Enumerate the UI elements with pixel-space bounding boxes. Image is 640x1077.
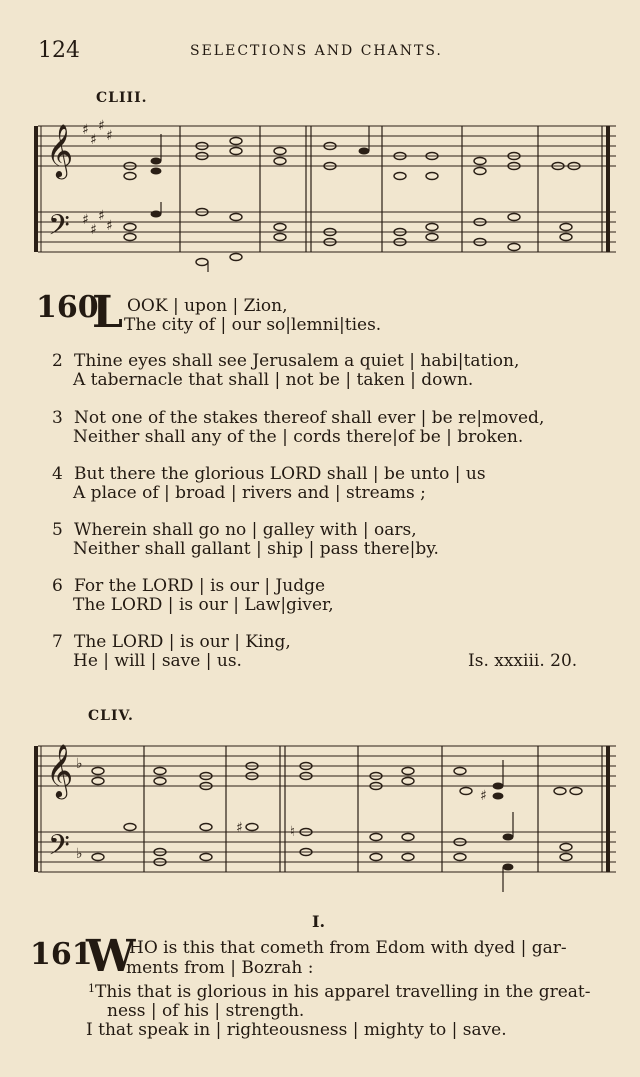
psalm-number-160: 160: [36, 290, 99, 325]
chant-cliv-score: [30, 732, 616, 892]
svg-text:𝄢: 𝄢: [48, 209, 70, 249]
psalm160-line2: The city of | our so|lemni|ties.: [124, 315, 382, 335]
verse-line-b: He | will | save | us.: [73, 651, 242, 671]
running-head: SELECTIONS AND CHANTS.: [190, 43, 443, 59]
dropcap-161: W: [86, 931, 136, 982]
verse-line-b: Neither shall gallant | ship | pass there|by.: [73, 539, 439, 559]
psalm-number-161: 161: [30, 937, 93, 972]
verse-number: 6: [52, 576, 63, 596]
verse-line-b: Neither shall any of the | cords there|of be | broken.: [73, 427, 524, 447]
svg-text:♯: ♯: [236, 820, 243, 836]
psalm161-line5: I that speak in | righteousness | mighty to | save.: [86, 1020, 507, 1040]
svg-text:♯: ♯: [82, 212, 89, 228]
dropcap-160: L: [92, 287, 123, 338]
psalm161-line2: ments from | Bozrah :: [126, 958, 314, 978]
chant-label-cliv: CLIV.: [88, 708, 134, 724]
verse-number: 1: [88, 982, 95, 995]
chant-label-cliii: CLIII.: [96, 90, 148, 106]
svg-text:𝄞: 𝄞: [46, 743, 74, 797]
verse-line-a: Not one of the stakes thereof shall ever | be re|moved,: [74, 408, 545, 428]
chant-cliii-score: [30, 112, 616, 272]
verse-line-a: Thine eyes shall see Jerusalem a quiet | habi|tation,: [74, 351, 520, 371]
psalm161-line1: HO is this that cometh from Edom with dyed | gar-: [129, 938, 567, 958]
svg-text:♮: ♮: [290, 824, 296, 840]
verse-line-b: A tabernacle that shall | not be | taken | down.: [73, 370, 474, 390]
verse-line-a: Wherein shall go no | galley with | oars,: [74, 520, 417, 540]
svg-text:♯: ♯: [82, 122, 89, 138]
svg-text:♯: ♯: [90, 222, 97, 238]
svg-text:♯: ♯: [106, 128, 113, 144]
verse-line-a: But there the glorious LORD shall | be unto | us: [74, 464, 486, 484]
svg-text:♯: ♯: [480, 788, 487, 804]
page-number: 124: [38, 38, 80, 63]
verse-number: 3: [52, 408, 63, 428]
verse-number: 2: [52, 351, 63, 371]
verse-number: 5: [52, 520, 63, 540]
verse-line-a: For the LORD | is our | Judge: [74, 576, 326, 596]
svg-text:𝄞: 𝄞: [46, 123, 74, 177]
verse-number: 4: [52, 464, 63, 484]
verse-number: 7: [52, 632, 63, 652]
svg-text:♯: ♯: [90, 132, 97, 148]
psalm161-line4: ness | of his | strength.: [107, 1001, 305, 1021]
section-mark: I.: [312, 912, 326, 931]
svg-text:𝄢: 𝄢: [48, 829, 70, 869]
svg-text:♯: ♯: [98, 118, 105, 134]
svg-text:♯: ♯: [106, 218, 113, 234]
verse-line-b: The LORD | is our | Law|giver,: [73, 595, 334, 615]
psalm161-line3: This that is glorious in his apparel travelling in the great-: [95, 982, 591, 1002]
verse-line-a: The LORD | is our | King,: [74, 632, 291, 652]
psalm160-line1: OOK | upon | Zion,: [127, 296, 288, 316]
svg-text:♭: ♭: [76, 756, 83, 772]
scripture-reference: Is. xxxiii. 20.: [468, 651, 578, 671]
svg-text:♯: ♯: [98, 208, 105, 224]
verse-line-b: A place of | broad | rivers and | streams ;: [73, 483, 426, 503]
svg-text:♭: ♭: [76, 846, 83, 862]
